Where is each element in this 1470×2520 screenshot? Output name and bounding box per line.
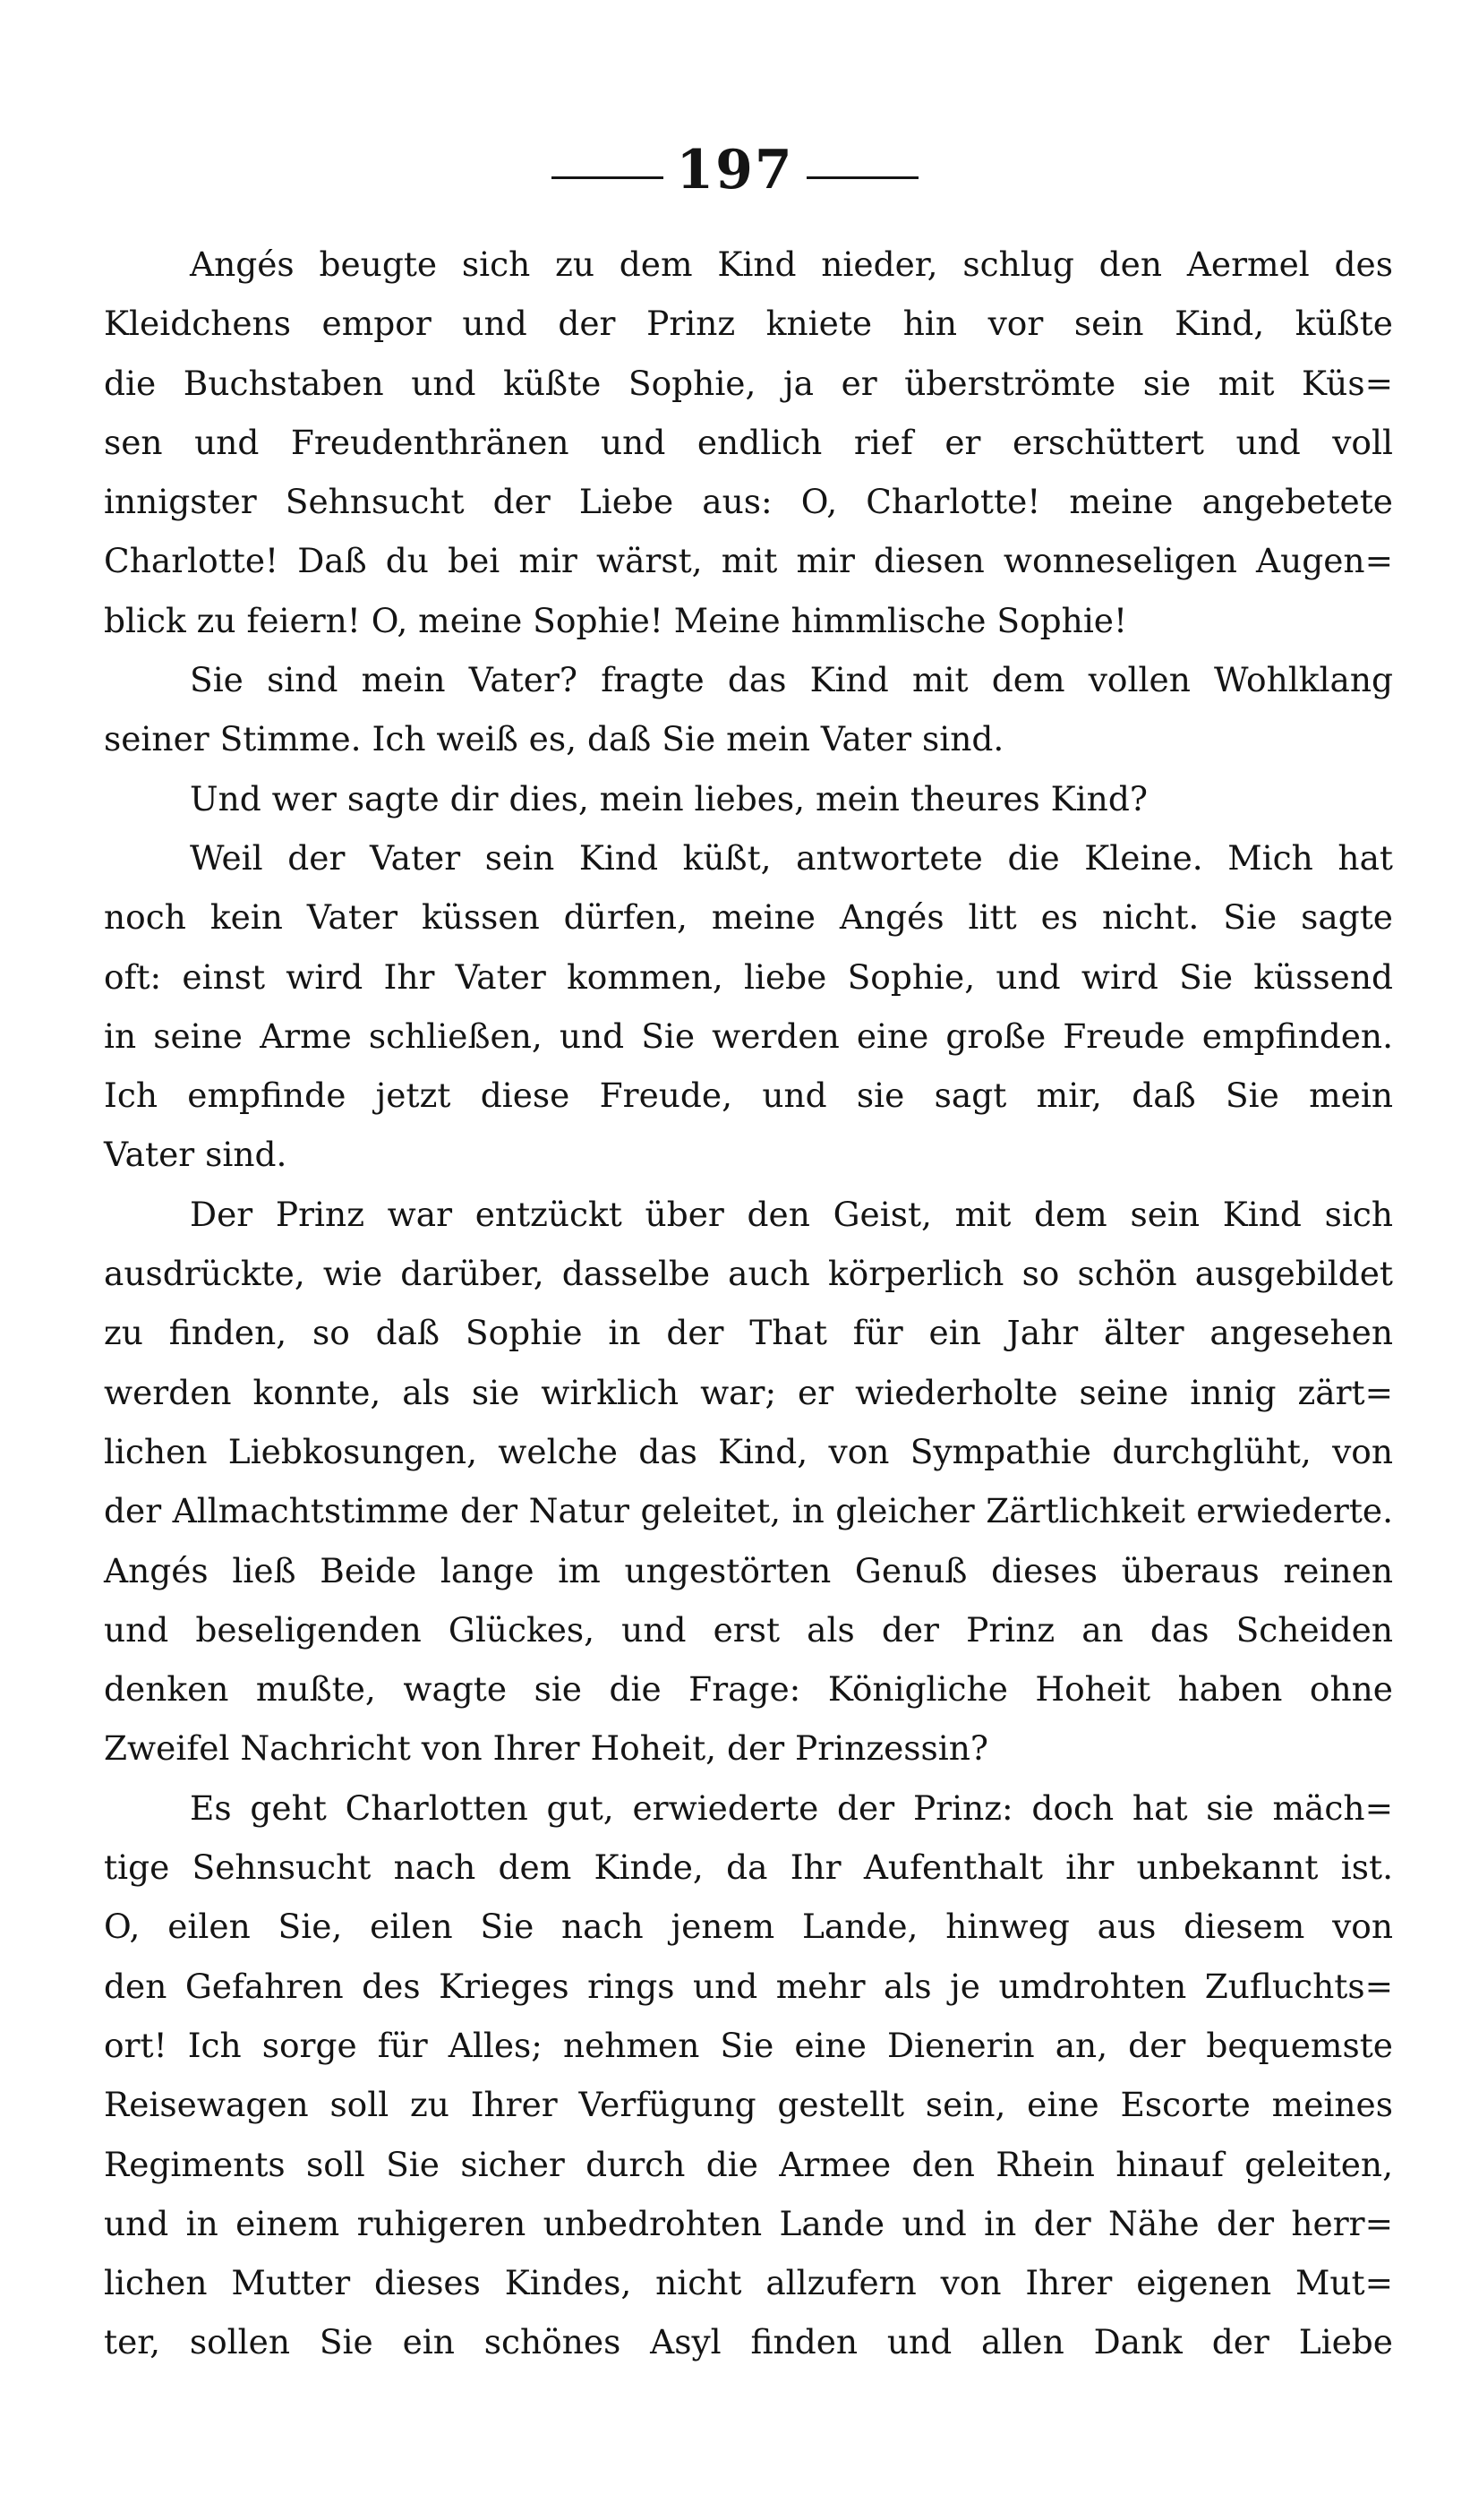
text-line: lichen Liebkosungen, welche das Kind, von Sympathie durchglüht, von [104,1431,1393,1471]
text-line: blick zu feiern! O, meine Sophie! Meine himmlische Sophie! [104,600,1128,640]
text-line: Ich empfinde jetzt diese Freude, und sie sagt mir, daß Sie mein [104,1076,1393,1116]
text-line: sen und Freudenthränen und endlich rief er erschüttert und voll [104,422,1393,462]
text-line: denken mußte, wagte sie die Frage: Königliche Hoheit haben ohne [104,1669,1393,1710]
text-line: Weil der Vater sein Kind küßt, antwortete die Kleine. Mich hat [190,837,1393,878]
paragraph [104,1185,1393,1779]
text-line: in seine Arme schließen, und Sie werden eine große Freude empfinden. [104,1016,1393,1056]
paragraph [104,650,1393,769]
text-line: lichen Mutter dieses Kindes, nicht allzufern von Ihrer eigenen Mut= [104,2263,1393,2303]
text-line: die Buchstaben und küßte Sophie, ja er überströmte sie mit Küs= [104,363,1393,403]
paragraph [104,1779,1393,2372]
paragraph [104,828,1393,1185]
text-line: Regiments soll Sie sicher durch die Armee den Rhein hinauf geleiten, [104,2144,1393,2184]
page-header [0,134,1470,206]
text-line: tige Sehnsucht nach dem Kinde, da Ihr Aufenthalt ihr unbekannt ist. [104,1847,1393,1888]
text-line: Kleidchens empor und der Prinz kniete hin vor sein Kind, küßte [104,304,1393,344]
text-line: Reisewagen soll zu Ihrer Verfügung gestellt sein, eine Escorte meines [104,2085,1393,2125]
text-line: Und wer sagte dir dies, mein liebes, mein theures Kind? [190,778,1148,819]
text-line: Angés beugte sich zu dem Kind nieder, schlug den Aermel des [190,244,1393,284]
text-line: Sie sind mein Vater? fragte das Kind mit dem vollen Wohlklang [190,660,1393,700]
text-line: ausdrückte, wie darüber, dasselbe auch körperlich so schön ausgebildet [104,1254,1393,1294]
text-line: ort! Ich sorge für Alles; nehmen Sie eine Dienerin an, der bequemste [104,2025,1393,2065]
text-line: Vater sind. [104,1135,287,1175]
header-rule-left [551,176,663,179]
text-line: zu finden, so daß Sophie in der That für ein Jahr älter angesehen [104,1313,1393,1353]
text-line: den Gefahren des Krieges rings und mehr als je umdrohten Zufluchts= [104,1966,1393,2006]
text-line: Der Prinz war entzückt über den Geist, mit dem sein Kind sich [190,1194,1393,1234]
text-line: Angés ließ Beide lange im ungestörten Genuß dieses überaus reinen [104,1550,1393,1590]
text-line: und beseligenden Glückes, und erst als der Prinz an das Scheiden [104,1609,1393,1650]
text-line: und in einem ruhigeren unbedrohten Lande und in der Nähe der herr= [104,2203,1393,2243]
header-rule-right [807,176,919,179]
text-line: werden konnte, als sie wirklich war; er wiederholte seine innig zärt= [104,1372,1393,1412]
text-line: Es geht Charlotten gut, erwiederte der Prinz: doch hat sie mäch= [190,1787,1393,1828]
paragraph [104,235,1393,650]
text-line: O, eilen Sie, eilen Sie nach jenem Lande, hinweg aus diesem von [104,1907,1393,1947]
text-line: der Allmachtstimme der Natur geleitet, in gleicher Zärtlichkeit erwiederte. [104,1491,1393,1531]
page-number: 197 [676,139,794,201]
body-text [104,235,1393,2372]
text-line: Charlotte! Daß du bei mir wärst, mit mir diesen wonneseligen Augen= [104,541,1393,581]
text-line: innigster Sehnsucht der Liebe aus: O, Charlotte! meine angebetete [104,482,1393,522]
text-line: oft: einst wird Ihr Vater kommen, liebe Sophie, und wird Sie küssend [104,956,1393,997]
paragraph [104,769,1393,828]
text-line: seiner Stimme. Ich weiß es, daß Sie mein Vater sind. [104,719,1004,759]
text-line: Zweifel Nachricht von Ihrer Hoheit, der Prinzessin? [104,1728,989,1769]
text-line: noch kein Vater küssen dürfen, meine Angés litt es nicht. Sie sagte [104,897,1393,938]
text-line: ter, sollen Sie ein schönes Asyl finden und allen Dank der Liebe [104,2322,1393,2362]
